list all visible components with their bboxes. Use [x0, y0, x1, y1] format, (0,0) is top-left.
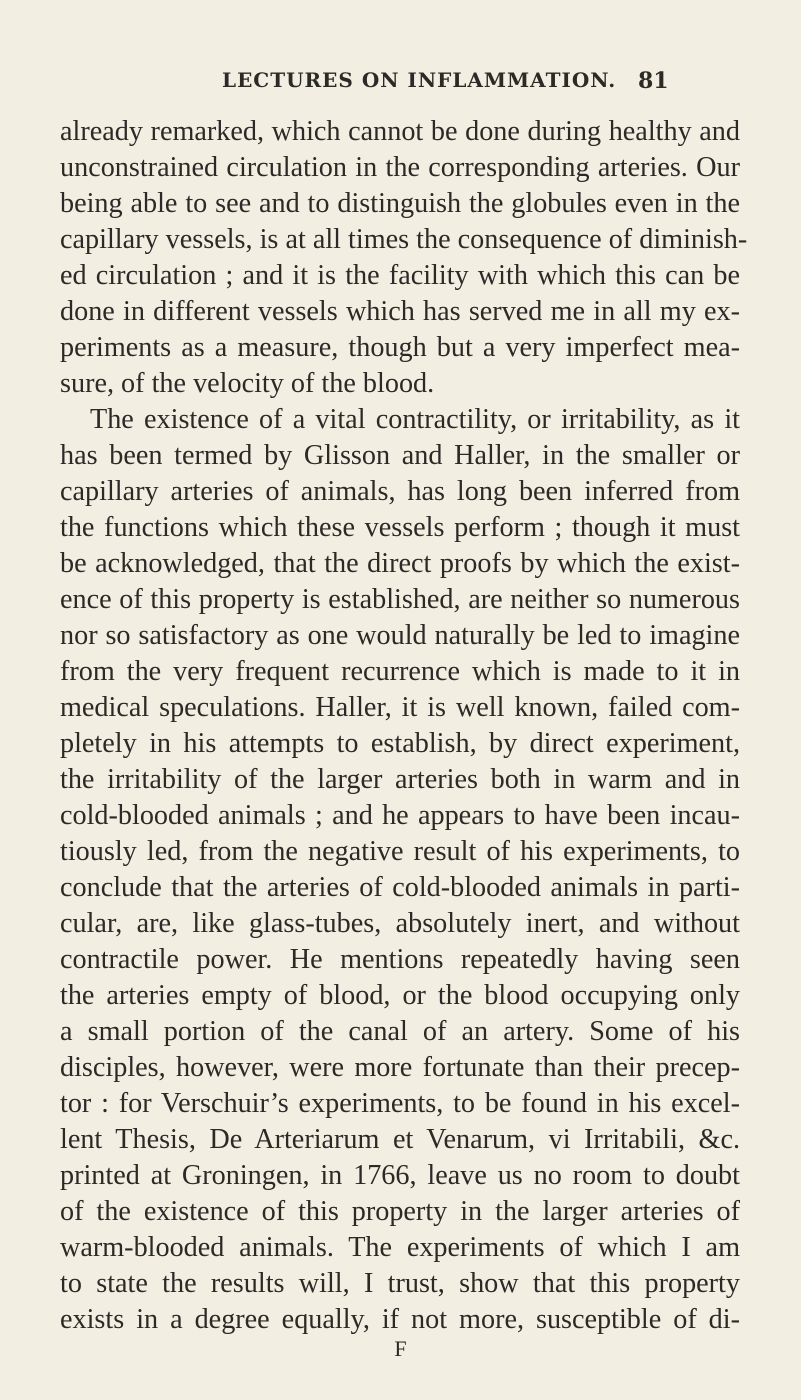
- text-line: the arteries empty of blood, or the blood occupying only: [60, 980, 740, 1011]
- text-line: lent Thesis, De Arteriarum et Venarum, vi Irritabili, &c.: [60, 1124, 740, 1155]
- text-line: of the existence of this property in the larger arteries of: [60, 1196, 740, 1227]
- page-header: [0, 68, 801, 98]
- text-line: printed at Groningen, in 1766, leave us no room to doubt: [60, 1160, 740, 1191]
- text-line: capillary vessels, is at all times the consequence of diminish-: [60, 224, 748, 255]
- text-line: tor : for Verschuir’s experiments, to be found in his excel-: [60, 1088, 740, 1119]
- text-line: The existence of a vital contractility, or irritability, as it: [90, 404, 740, 435]
- text-line: pletely in his attempts to establish, by direct experiment,: [60, 728, 740, 759]
- text-line: a small portion of the canal of an artery. Some of his: [60, 1016, 740, 1047]
- text-line: nor so satisfactory as one would naturally be led to imagine: [60, 620, 740, 651]
- text-line: the irritability of the larger arteries both in warm and in: [60, 764, 740, 795]
- text-line: medical speculations. Haller, it is well known, failed com-: [60, 692, 740, 723]
- text-line: already remarked, which cannot be done during healthy and: [60, 116, 740, 147]
- text-line: from the very frequent recurrence which is made to it in: [60, 656, 740, 687]
- text-line: conclude that the arteries of cold-blooded animals in parti-: [60, 872, 740, 903]
- text-line: done in different vessels which has served me in all my ex-: [60, 296, 740, 327]
- text-line: be acknowledged, that the direct proofs by which the exist-: [60, 548, 740, 579]
- text-line: exists in a degree equally, if not more, susceptible of di-: [60, 1304, 740, 1335]
- running-title: LECTURES ON INFLAMMATION.: [222, 68, 617, 92]
- text-line: has been termed by Glisson and Haller, in the smaller or: [60, 440, 740, 471]
- text-line: cold-blooded animals ; and he appears to have been incau-: [60, 800, 740, 831]
- text-line: ence of this property is established, are neither so numerous: [60, 584, 740, 615]
- text-line: sure, of the velocity of the blood.: [60, 368, 435, 399]
- text-line: ed circulation ; and it is the facility with which this can be: [60, 260, 740, 291]
- text-line: cular, are, like glass-tubes, absolutely inert, and without: [60, 908, 740, 939]
- text-line: tiously led, from the negative result of his experiments, to: [60, 836, 740, 867]
- text-line: being able to see and to distinguish the globules even in the: [60, 188, 740, 219]
- text-line: warm-blooded animals. The experiments of which I am: [60, 1232, 740, 1263]
- text-line: periments as a measure, though but a very imperfect mea-: [60, 332, 740, 363]
- text-line: disciples, however, were more fortunate than their precep-: [60, 1052, 740, 1083]
- text-line: capillary arteries of animals, has long been inferred from: [60, 476, 740, 507]
- page-number: 81: [638, 68, 669, 94]
- text-line: contractile power. He mentions repeatedly having seen: [60, 944, 740, 975]
- text-line: unconstrained circulation in the corresponding arteries. Our: [60, 152, 740, 183]
- signature-mark: F: [394, 1336, 407, 1361]
- text-line: to state the results will, I trust, show that this property: [60, 1268, 740, 1299]
- text-line: the functions which these vessels perform ; though it must: [60, 512, 740, 543]
